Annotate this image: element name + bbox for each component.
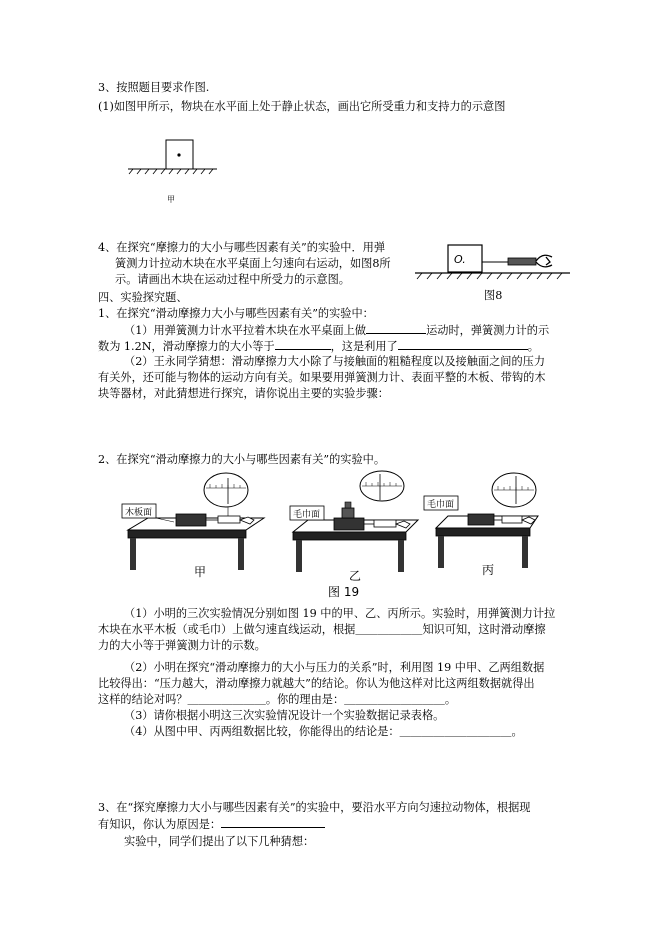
- q4-line2: 簧测力计拉动木块在水平桌面上匀速向右运动，如图8所: [115, 257, 391, 270]
- figure-19-panel-b: [290, 471, 418, 572]
- q3b-line3: 实验中，同学们提出了以下几种猜想：: [124, 835, 315, 848]
- answer-blank-principle[interactable]: [398, 338, 528, 350]
- figure-8: [410, 243, 580, 288]
- label-towel-surface-b: 毛巾面: [293, 510, 321, 520]
- table-hatching: [417, 273, 562, 279]
- q2-p1a: （1）小明的三次实验情况分别如图 19 中的甲、乙、丙所示。实验时，用弹簧测力计拉: [124, 607, 556, 620]
- answer-blank-friction[interactable]: [275, 338, 331, 350]
- label-wood-surface: 木板面: [125, 508, 153, 518]
- caption-yi: 乙: [349, 569, 362, 583]
- q2-p4: （4）从图中甲、丙两组数据比较，你能得出的结论是：＿＿＿＿＿＿＿＿＿＿。: [124, 725, 523, 738]
- section4-heading: 四、实验探究题、: [98, 291, 188, 304]
- block-label: O.: [454, 253, 466, 266]
- figure-19-panel-a: [122, 473, 264, 570]
- block-a: [176, 514, 206, 526]
- center-dot: [177, 153, 180, 156]
- q3b-line2: [98, 816, 325, 832]
- answer-blank-reason[interactable]: [221, 816, 325, 828]
- q3b-line1: 3、在“探究摩擦力大小与哪些因素有关”的实验中，要沿水平方向匀速拉动物体，根据现: [98, 801, 531, 814]
- s4-q1-p2b: 有关外，还可能与物体的运动方向有关。如果要用弹簧测力计、表面平整的木板、带钩的木: [98, 371, 546, 384]
- q4-line3: 示。请画出木块在运动过程中所受力的示意图。: [115, 273, 350, 286]
- s4-q1-line1: 1、在探究“滑动摩擦力大小与哪些因素有关”的实验中：: [98, 307, 374, 320]
- s4-q1-p1b: 运动时，弹簧测力计的示: [426, 324, 550, 337]
- spring-scale: [508, 258, 536, 265]
- block-c: [468, 514, 494, 525]
- q3-sub1: (1)如图甲所示，物块在水平面上处于静止状态，画出它所受重力和支持力的示意图: [98, 100, 506, 113]
- figure-8-caption: 图8: [484, 289, 503, 302]
- q2-p2b: 比较得出：“压力越大，滑动摩擦力就越大”的结论。你认为他这样对比这两组数据就得出: [98, 677, 535, 690]
- figure-jia-label: 甲: [167, 195, 175, 204]
- spring-scale-a: [218, 516, 240, 523]
- q2-p1c: 力的大小等于弹簧测力计的示数。: [98, 639, 266, 652]
- q2-p1b: 木块在水平木板（或毛巾）上做匀速直线运动，根据＿＿＿＿＿＿知识可知，这时滑动摩擦: [98, 623, 546, 636]
- q4-line1: 4、在探究“摩擦力的大小与哪些因素有关”的实验中．用弹: [98, 241, 386, 254]
- q2-p3: （3）请你根据小明这三次实验情况设计一个实验数据记录表格。: [124, 709, 445, 722]
- block-b: [334, 518, 364, 530]
- caption-bing: 丙: [482, 563, 495, 577]
- figure-19-caption: 图 19: [328, 585, 360, 599]
- figure-19-panel-c: [424, 473, 538, 568]
- s4-q1-p1-line1: [124, 322, 549, 338]
- q3-title: 3、按照题目要求作图.: [98, 81, 210, 94]
- hand-icon: [536, 255, 552, 267]
- spring-scale-c: [502, 516, 522, 523]
- caption-jia: 甲: [194, 565, 207, 579]
- figure-19: [118, 470, 548, 605]
- q2-p2a: （2）小明在探究“滑动摩擦力的大小与压力的关系”时，利用图 19 中甲、乙两组数据: [124, 661, 545, 674]
- s4-q1-p1d: ，这是利用了: [330, 340, 398, 353]
- q2-line1: 2、在探究“滑动摩擦力的大小与哪些因素有关”的实验中。: [98, 453, 386, 466]
- q2-p2c: 这样的结论对吗？＿＿＿＿＿＿＿。你的理由是：＿＿＿＿＿＿＿＿＿。: [98, 693, 457, 706]
- answer-blank-motion[interactable]: [366, 322, 426, 334]
- label-towel-surface-c: 毛巾面: [427, 500, 455, 510]
- s4-q1-p1c: 数为 1.2N，滑动摩擦力的大小等于: [98, 340, 275, 353]
- s4-q1-p1e: 。: [527, 340, 539, 353]
- spring-scale-b: [374, 520, 396, 527]
- s4-q1-p1a: （1）用弹簧测力计水平拉着木块在水平桌面上做: [124, 324, 367, 337]
- weight-b: [342, 508, 354, 518]
- figure-jia: [125, 138, 225, 204]
- q3b-line2a: 有知识，你认为原因是：: [98, 818, 222, 831]
- s4-q1-p2a: （2）王永同学猜想：滑动摩擦力大小除了与接触面的粗糙程度以及接触面之间的压力: [124, 355, 546, 368]
- s4-q1-p1-line2: [98, 338, 539, 354]
- s4-q1-p2c: 块等器材，对此猜想进行探究，请你说出主要的实验步骤：: [98, 387, 389, 400]
- ground-hatching: [129, 169, 213, 174]
- gauge-zoom-a: [204, 473, 248, 507]
